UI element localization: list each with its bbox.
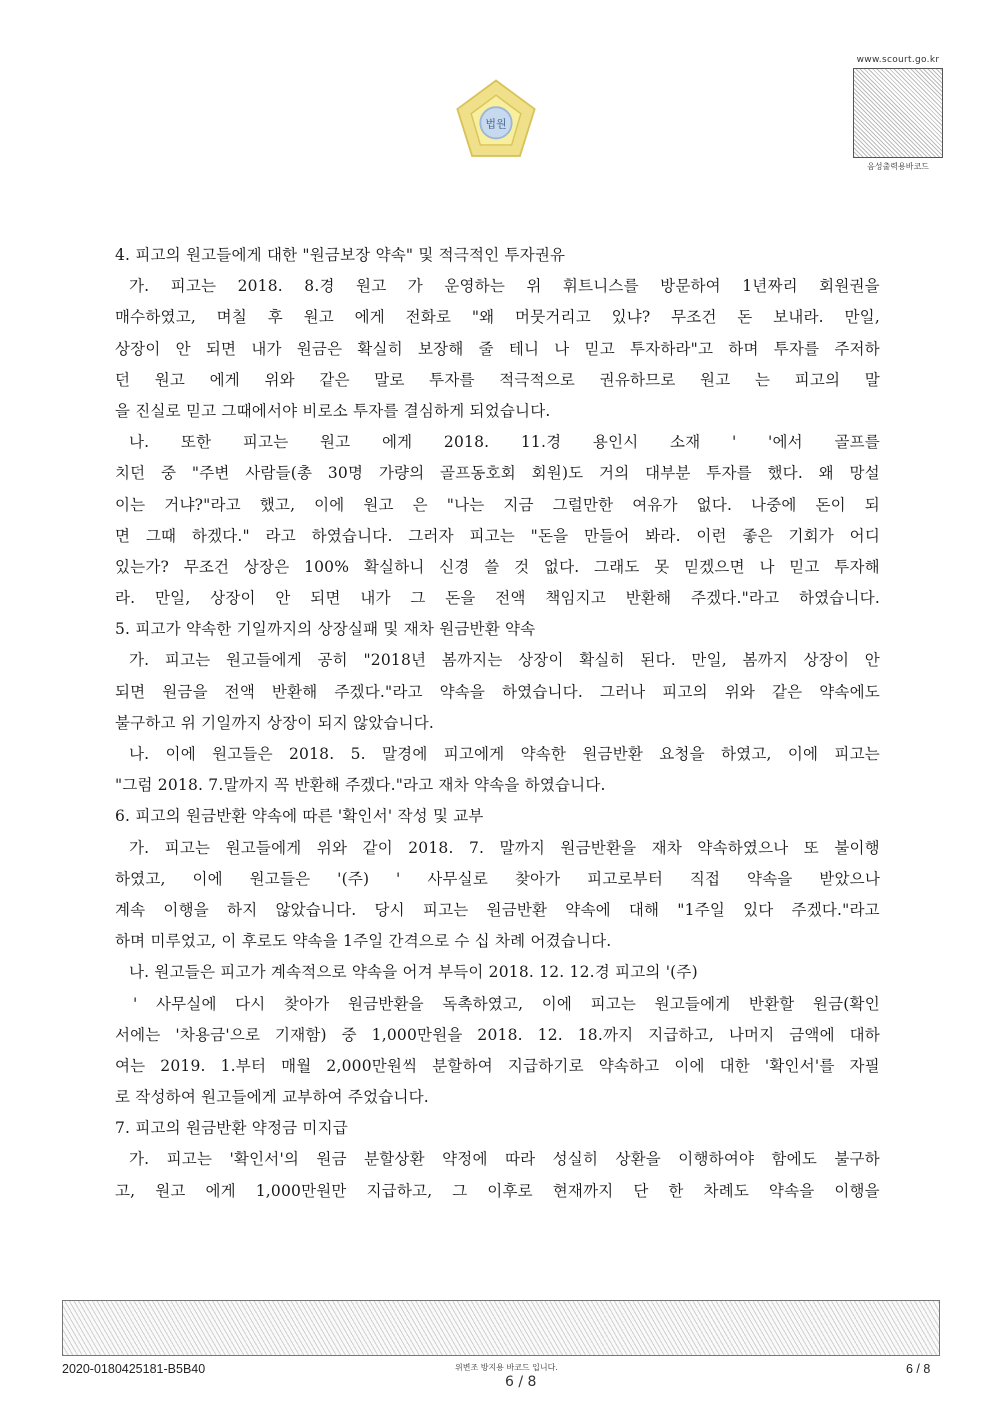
body-line: 여는 2019. 1.부터 매월 2,000만원씩 분할하여 지급하기로 약속하고 이에 대한 '확인서'를 자필: [115, 1056, 880, 1075]
body-line: 4. 피고의 원고들에게 대한 "원금보장 약속" 및 적극적인 투자권유: [115, 246, 566, 264]
barcode-image: [853, 68, 943, 158]
document-id: 2020-0180425181-B5B40: [62, 1362, 206, 1376]
body-line: 라. 만일, 상장이 안 되면 내가 그 돈을 전액 책임지고 반환해 주겠다."라고 하였습니다.: [115, 589, 880, 608]
body-line: "그럼 2018. 7.말까지 꼭 반환해 주겠다."라고 재차 약속을 하였습니다.: [115, 776, 606, 795]
body-line: 매수하였고, 며칠 후 원고 에게 전화로 "왜 머뭇거리고 있냐? 무조건 돈 보내라. 만일,: [115, 308, 880, 327]
body-line: 서에는 '차용금'으로 기재함) 중 1,000만원을 2018. 12. 18.까지 지급하고, 나머지 금액에 대하: [115, 1025, 880, 1044]
body-line: 가. 피고는 원고들에게 위와 같이 2018. 7. 말까지 원금반환을 재차 약속하였으나 또 불이행: [129, 838, 880, 857]
body-line: 가. 피고는 원고들에게 공히 "2018년 봄까지는 상장이 확실히 된다. 만일, 봄까지 상장이 안: [129, 651, 880, 670]
page-number-center: 6 / 8: [505, 1374, 537, 1390]
body-line: 로 작성하여 원고들에게 교부하여 주었습니다.: [115, 1088, 429, 1107]
body-line: 고, 원고 에게 1,000만원만 지급하고, 그 이후로 현재까지 단 한 차례도 약속을 이행을: [115, 1181, 880, 1200]
body-line: 나. 또한 피고는 원고 에게 2018. 11.경 용인시 소재 ' '에서 골프를: [129, 433, 880, 452]
body-line: 나. 원고들은 피고가 계속적으로 약속을 어겨 부득이 2018. 12. 12.경 피고의 '(주): [129, 963, 698, 982]
body-line: 면 그때 하겠다." 라고 하였습니다. 그러자 피고는 "돈을 만들어 봐라. 이런 좋은 기회가 어디: [115, 526, 880, 545]
body-line: 불구하고 위 기일까지 상장이 되지 않았습니다.: [115, 713, 435, 732]
body-line: 이는 거냐?"라고 했고, 이에 원고 은 "나는 지금 그럴만한 여유가 없다. 나중에 돈이 되: [115, 495, 880, 514]
body-line: 던 원고 에게 위와 같은 말로 투자를 적극적으로 권유하므로 원고 는 피고의 말: [115, 370, 880, 389]
body-line: 5. 피고가 약속한 기일까지의 상장실패 및 재차 원금반환 약속: [115, 620, 536, 639]
body-line: ' 사무실에 다시 찾아가 원금반환을 독촉하였고, 이에 피고는 원고들에게 반환할 원금(확인: [133, 994, 880, 1013]
body-line: 상장이 안 되면 내가 원금은 확실히 보장해 줄 테니 나 믿고 투자하라"고 하며 투자를 주저하: [115, 339, 880, 358]
body-line: 가. 피고는 2018. 8.경 원고 가 운영하는 위 휘트니스를 방문하여 1년짜리 회원권을: [129, 277, 880, 296]
body-line: 되면 원금을 전액 반환해 주겠다."라고 약속을 하였습니다. 그러나 피고의 위와 같은 약속에도: [115, 682, 880, 701]
body-line: 있는가? 무조건 상장은 100% 확실하니 신경 쓸 것 없다. 그래도 못 믿겠으면 나 믿고 투자해: [115, 557, 880, 576]
body-line: 계속 이행을 하지 않았습니다. 당시 피고는 원금반환 약속에 대해 "1주일 있다 주겠다."라고: [115, 900, 880, 919]
court-emblem-icon: [450, 75, 542, 167]
barcode-note: 위변조 방지용 바코드 입니다.: [455, 1363, 558, 1372]
body-line: 치던 중 "주변 사람들(총 30명 가량의 골프동호회 회원)도 거의 대부분 투자를 했다. 왜 망설: [115, 464, 880, 483]
emblem-label: 법원: [485, 117, 507, 131]
court-url: www.scourt.go.kr: [856, 55, 940, 65]
body-line: 하였고, 이에 원고들은 '(주) ' 사무실로 찾아가 피고로부터 직접 약속을 받았으나: [115, 869, 880, 888]
body-line: 나. 이에 원고들은 2018. 5. 말경에 피고에게 약속한 원금반환 요청을 하였고, 이에 피고는: [129, 745, 880, 763]
body-line: 7. 피고의 원금반환 약정금 미지급: [115, 1119, 348, 1138]
voice-barcode: [852, 55, 944, 172]
barcode-caption: 음성출력용바코드: [867, 162, 929, 171]
anti-forgery-barcode: [62, 1300, 940, 1356]
body-line: 가. 피고는 '확인서'의 원금 분할상환 약정에 따라 성실히 상환을 이행하여야 함에도 불구하: [129, 1150, 880, 1169]
page-number-right: 6 / 8: [906, 1362, 931, 1376]
body-line: 6. 피고의 원금반환 약속에 따른 '확인서' 작성 및 교부: [115, 807, 484, 826]
document-body: [115, 240, 880, 1207]
body-line: 을 진실로 믿고 그때에서야 비로소 투자를 결심하게 되었습니다.: [115, 401, 551, 420]
body-line: 하며 미루었고, 이 후로도 약속을 1주일 간격으로 수 십 차례 어겼습니다.: [115, 932, 612, 951]
